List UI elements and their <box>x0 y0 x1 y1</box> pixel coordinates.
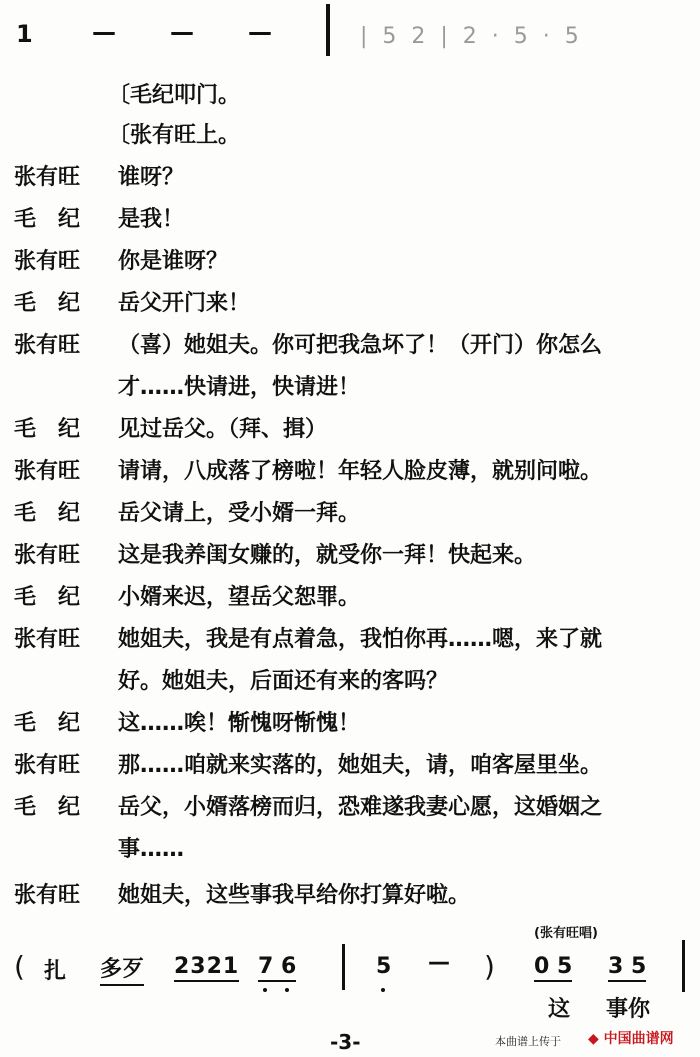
site-logo <box>588 1028 674 1048</box>
dialogue-text: 岳父请上，受小婿一拜。 <box>118 501 361 526</box>
speaker-name: 毛 纪 <box>14 795 81 820</box>
octave-dot <box>381 988 385 992</box>
speaker-name: 张有旺 <box>14 883 81 908</box>
bar-line <box>682 940 685 992</box>
close-paren: ) <box>484 950 495 983</box>
speaker-name: 毛 纪 <box>14 585 81 610</box>
dialogue-text: 是我！ <box>118 207 185 232</box>
speaker-name: 张有旺 <box>14 543 81 568</box>
notation-number: 1 <box>16 20 33 48</box>
dialogue-text: 谁呀？ <box>118 165 185 190</box>
octave-dot <box>285 988 289 992</box>
top-notation <box>0 12 700 62</box>
notation-dash: — <box>92 18 116 46</box>
score-notes-35: 3 5 <box>608 954 646 982</box>
dialogue-text: 好。她姐夫，后面还有来的客吗？ <box>118 669 449 694</box>
dialogue-text: 请请，八成落了榜啦！年轻人脸皮薄，就别问啦。 <box>118 459 603 484</box>
dialogue-text: 岳父，小婿落榜而归，恐难遂我妻心愿，这婚姻之 <box>118 795 603 820</box>
speaker-name: 毛 纪 <box>14 711 81 736</box>
speaker-name: 毛 纪 <box>14 417 81 442</box>
logo-icon: ◆ <box>588 1031 599 1047</box>
dialogue-text: 你是谁呀？ <box>118 249 229 274</box>
dialogue-text: 事…… <box>118 837 185 862</box>
dialogue-text: 岳父开门来！ <box>118 291 251 316</box>
stage-direction: 〔毛纪叩门。 <box>108 83 241 108</box>
logo-text: 中国曲谱网 <box>603 1031 674 1047</box>
score-zha: 扎 <box>44 959 67 984</box>
speaker-name: 毛 纪 <box>14 207 81 232</box>
speaker-name: 张有旺 <box>14 333 81 358</box>
bar-line <box>326 4 330 56</box>
notation-dash: — <box>170 18 194 46</box>
notation-dash: — <box>248 18 272 46</box>
speaker-name: 张有旺 <box>14 165 81 190</box>
page-number: -3- <box>330 1030 361 1054</box>
open-paren: ( <box>14 950 25 983</box>
dialogue-text: 这是我养闺女赚的，就受你一拜！快起来。 <box>118 543 537 568</box>
speaker-name: 毛 纪 <box>14 291 81 316</box>
stage-direction: 〔张有旺上。 <box>108 123 241 148</box>
dialogue-text: 小婿来迟，望岳父恕罪。 <box>118 585 361 610</box>
score-notes-2321: 2321 <box>174 954 239 982</box>
octave-dot <box>263 988 267 992</box>
speaker-name: 张有旺 <box>14 249 81 274</box>
score-dash: — <box>428 950 450 975</box>
faint-notation: | 5 2 | 2 · 5 · 5 <box>360 24 583 49</box>
lyric: 事你 <box>606 997 651 1022</box>
dialogue-text: 她姐夫，我是有点着急，我怕你再……嗯，来了就 <box>118 627 603 652</box>
dialogue-text: 这……唉！惭愧呀惭愧！ <box>118 711 361 736</box>
speaker-name: 张有旺 <box>14 627 81 652</box>
score-duo: 多歹 <box>100 952 144 986</box>
dialogue-text: 见过岳父。（拜、揖） <box>118 417 328 442</box>
singer-note: (张有旺唱) <box>534 926 598 941</box>
dialogue-text: （喜）她姐夫。你可把我急坏了！（开门）你怎么 <box>118 333 603 358</box>
score-notes-76: 7 6 <box>258 954 296 982</box>
speaker-name: 张有旺 <box>14 753 81 778</box>
lyric: 这 <box>548 997 571 1022</box>
upload-note: 本曲谱上传于 <box>495 1035 561 1048</box>
score-line <box>0 926 700 1025</box>
score-note-5: 5 <box>376 954 392 979</box>
bar-line <box>342 944 345 990</box>
score-notes-05: 0 5 <box>534 954 572 982</box>
dialogue-text: 她姐夫，这些事我早给你打算好啦。 <box>118 883 471 908</box>
dialogue-text: 才……快请进，快请进！ <box>118 375 361 400</box>
dialogue-text: 那……咱就来实落的，她姐夫，请，咱客屋里坐。 <box>118 753 603 778</box>
speaker-name: 张有旺 <box>14 459 81 484</box>
speaker-name: 毛 纪 <box>14 501 81 526</box>
